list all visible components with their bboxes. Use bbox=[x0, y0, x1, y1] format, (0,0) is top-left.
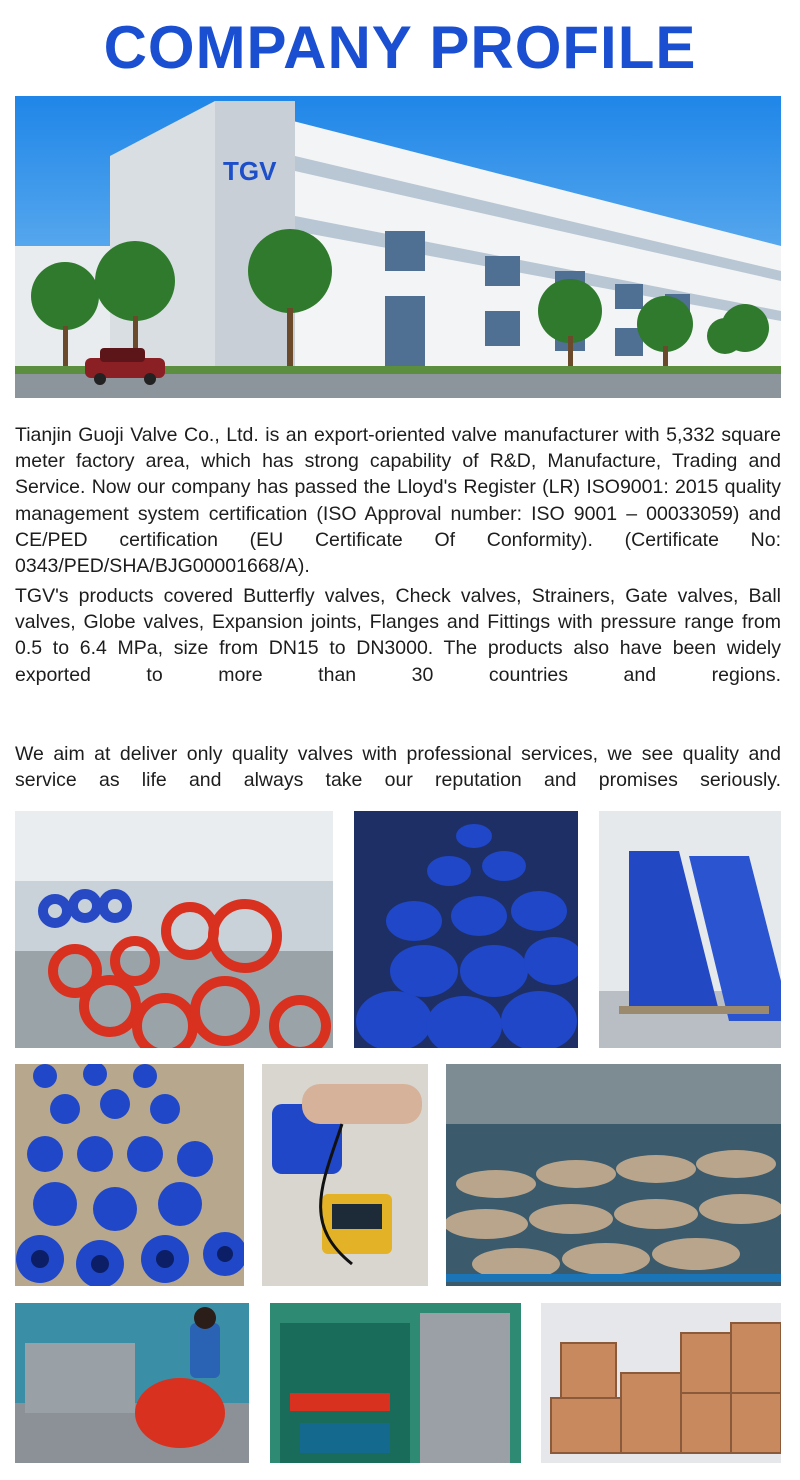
svg-text:TGV: TGV bbox=[223, 156, 277, 186]
factory-building-photo bbox=[15, 96, 781, 398]
hydraulic-test-machine-photo bbox=[270, 1303, 521, 1463]
coating-thickness-test-photo bbox=[262, 1064, 428, 1286]
wooden-crates-photo bbox=[541, 1303, 781, 1463]
products-paragraph: TGV's products covered Butterfly valves, Check valves, Strainers, Gate valves, Ball valves, Globe valves, Expansion joints, Flanges and Fittings with pressure range from 0.5 to 6.4 MPa, size from DN15 to DN3000. The products also have been widely exported to more than 30 countries and regions. bbox=[15, 585, 781, 686]
cast-valve-bodies-photo bbox=[446, 1064, 781, 1286]
company-intro-paragraph: Tianjin Guoji Valve Co., Ltd. is an export-oriented valve manufacturer with 5,332 square meter factory area, which has strong capability of R&D, Manufacture, Trading and Service. Now our company has passed the Lloyd's Register (LR) ISO9001: 2015 quality management system certification (ISO Approval number: ISO 9001 – 00033059) and CE/PED certification (EU Certificate Of Conformity). (Certificate No: 0343/PED/SHA/BJG00001668/A). bbox=[15, 424, 781, 578]
gate-valves-photo bbox=[354, 811, 578, 1048]
mission-paragraph: We aim at deliver only quality valves with professional services, we see quality and service as life and always take our reputation and promises seriously. bbox=[15, 743, 781, 792]
valve-testing-worker-photo bbox=[15, 1303, 249, 1463]
page-title: COMPANY PROFILE bbox=[103, 14, 697, 81]
valve-rows-warehouse-photo bbox=[599, 811, 781, 1048]
butterfly-valves-photo bbox=[15, 811, 333, 1048]
flanged-valves-photo bbox=[15, 1064, 244, 1286]
